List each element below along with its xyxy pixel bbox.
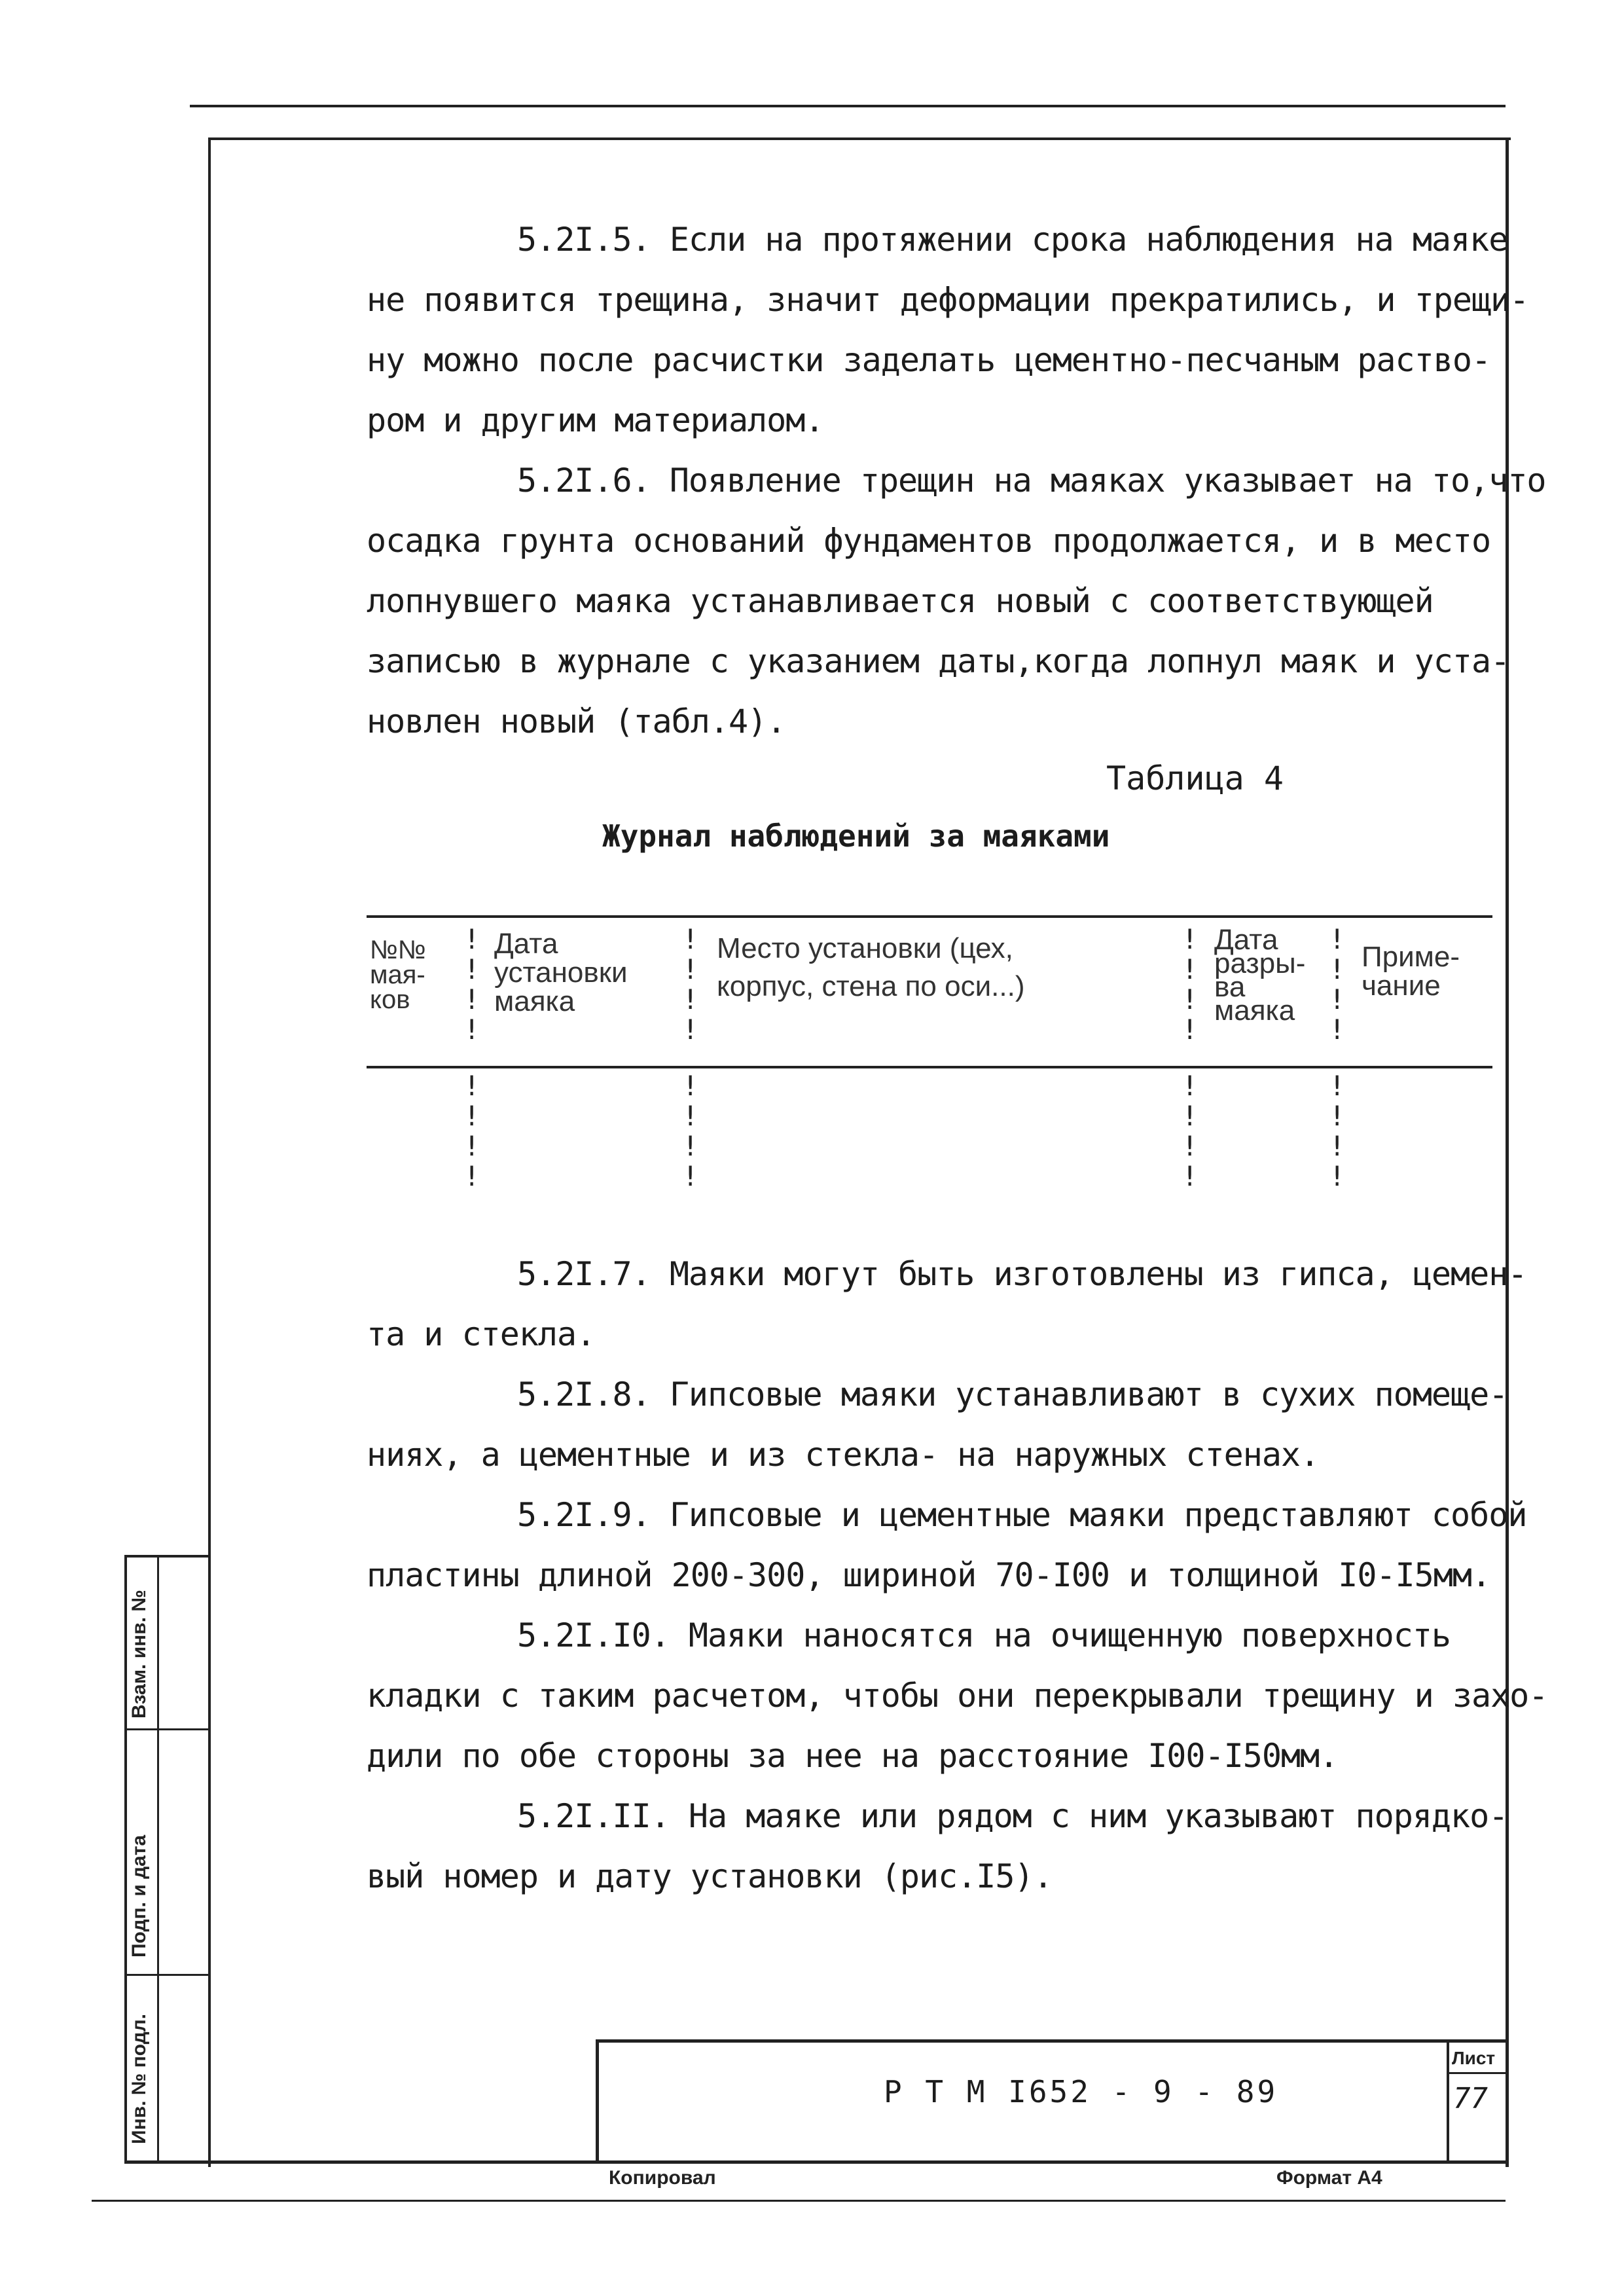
stamp-replaced-inventory-no: Взам. инв. № <box>128 1590 150 1719</box>
paragraph-5-21-9 <box>367 1485 1527 1605</box>
column-separator: ! ! ! ! <box>682 1070 699 1192</box>
col-header-location: Место установки (цех, корпус, стена по оси...) <box>717 932 1025 1002</box>
table-top-rule <box>367 915 1492 918</box>
column-separator: ! ! ! ! <box>1329 923 1346 1046</box>
column-separator: ! ! ! ! <box>682 923 699 1046</box>
text-line: не появится трещина, значит деформации прекратились, и трещи- <box>367 281 1529 319</box>
sheet-number: 77 <box>1453 2082 1488 2115</box>
text-line: лопнувшего маяка устанавливается новый с соответствующей <box>367 582 1434 620</box>
column-separator: ! ! ! ! <box>1182 1070 1199 1192</box>
table-label: Таблица 4 <box>1106 759 1284 797</box>
frame-left <box>208 137 211 2167</box>
paragraph-5-21-10 <box>367 1605 1548 1786</box>
sheet-cell-divider <box>1447 2072 1506 2074</box>
paragraph-5-21-6 <box>367 450 1546 752</box>
bottom-rule <box>92 2200 1506 2202</box>
frame-top <box>208 137 1511 140</box>
text-line: 5.2I.8. Гипсовые маяки устанавливают в сухих помеще- <box>517 1376 1508 1413</box>
col-header-note: Приме- чание <box>1362 941 1460 1002</box>
stamp-signature-date: Подп. и дата <box>128 1834 150 1958</box>
title-block-left <box>596 2039 599 2164</box>
col-header-install-date: Дата установки маяка <box>494 928 628 1017</box>
side-stamp-row-divider <box>124 1728 209 1730</box>
col-header-number: №№ мая- ков <box>370 936 426 1014</box>
copied-by-label: Копировал <box>609 2167 716 2189</box>
text-line: та и стекла. <box>367 1315 596 1353</box>
text-line: 5.2I.9. Гипсовые и цементные маяки представляют собой <box>517 1496 1527 1534</box>
side-stamp-top <box>124 1555 209 1558</box>
table-header-rule <box>367 1066 1492 1068</box>
text-line: новлен новый (табл.4). <box>367 702 786 740</box>
paragraph-5-21-11 <box>367 1786 1519 1906</box>
side-stamp-left <box>124 1555 127 2164</box>
column-separator: ! ! ! ! <box>463 1070 480 1192</box>
top-rule <box>190 105 1506 107</box>
text-line: осадка грунта оснований фундаментов продолжается, и в место <box>367 522 1491 560</box>
text-line: 5.2I.7. Маяки могут быть изготовлены из гипса, цемен- <box>517 1255 1527 1293</box>
text-line: пластины длиной 200-300, шириной 70-I00 и толщиной I0-I5мм. <box>367 1556 1491 1594</box>
text-line: дили по обе стороны за нее на расстояние I00-I50мм. <box>367 1737 1339 1775</box>
text-line: вый номер и дату установки (рис.I5). <box>367 1857 1053 1895</box>
document-code: Р Т М I652 - 9 - 89 <box>884 2074 1278 2109</box>
paragraph-5-21-7 <box>367 1244 1527 1364</box>
column-separator: ! ! ! ! <box>463 923 480 1046</box>
side-stamp-row-divider <box>124 1974 209 1976</box>
sheet-cell-left <box>1447 2039 1449 2164</box>
text-line: ром и другим материалом. <box>367 401 824 439</box>
stamp-original-inventory-no: Инв. № подл. <box>128 2013 150 2144</box>
text-line: 5.2I.II. На маяке или рядом с ним указывают порядко- <box>517 1797 1508 1835</box>
text-line: 5.2I.I0. Маяки наносятся на очищенную поверхность <box>517 1616 1451 1654</box>
paragraph-5-21-8 <box>367 1364 1519 1485</box>
text-line: ниях, а цементные и из стекла- на наружных стенах. <box>367 1436 1320 1474</box>
sheet-label: Лист <box>1452 2048 1496 2068</box>
title-block-top <box>596 2039 1506 2043</box>
side-stamp-divider <box>157 1555 159 2164</box>
text-line: 5.2I.5. Если на протяжении срока наблюдения на маяке <box>517 221 1508 259</box>
text-line: ну можно после расчистки заделать цементно-песчаным раство- <box>367 341 1491 379</box>
paragraph-5-21-5 <box>367 210 1529 450</box>
format-label: Формат А4 <box>1276 2167 1382 2189</box>
text-line: 5.2I.6. Появление трещин на маяках указывает на то,что <box>517 462 1546 500</box>
text-line: записью в журнале с указанием даты,когда лопнул маяк и уста- <box>367 642 1510 680</box>
col-header-break-date: Дата разры- ва маяка <box>1214 924 1306 1027</box>
column-separator: ! ! ! ! <box>1329 1070 1346 1192</box>
text-line: кладки с таким расчетом, чтобы они перекрывали трещину и захо- <box>367 1677 1548 1715</box>
frame-bottom <box>124 2160 1509 2164</box>
column-separator: ! ! ! ! <box>1182 923 1199 1046</box>
table-title: Журнал наблюдений за маяками <box>602 818 1110 854</box>
